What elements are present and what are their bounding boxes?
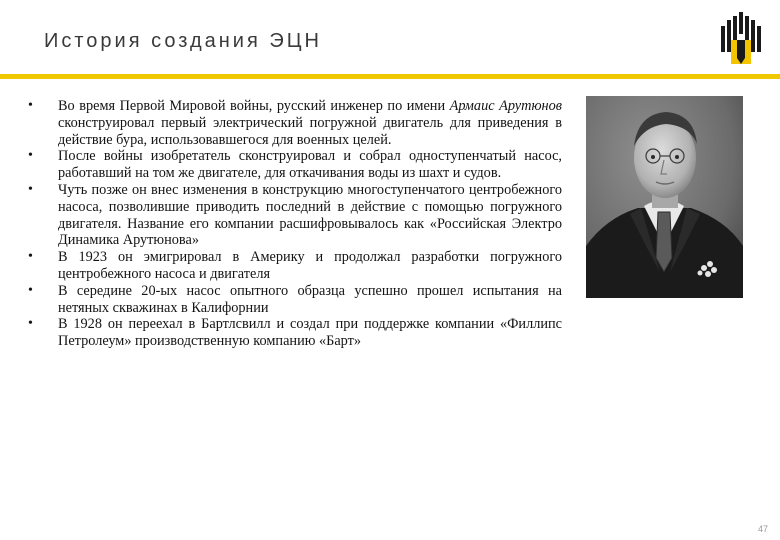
bullet-text: В середине 20-ых насос опытного образца успешно прошел испытания на нетяных скважинах в Калифорнии	[58, 282, 562, 316]
bullet-item	[28, 98, 562, 148]
slide-title: История создания ЭЦН	[44, 30, 322, 52]
bullet-item	[28, 283, 562, 317]
bullet-list-container	[28, 98, 562, 350]
bullet-text: Во время Первой Мировой войны, русский инженер по имени	[58, 98, 450, 114]
bullet-text: В 1923 он эмигрировал в Америку и продолжал разработки погружного центробежного насоса и двигателя	[58, 249, 562, 282]
bullet-emphasis: Армаис Арутюнов	[449, 98, 562, 114]
header-divider	[0, 74, 780, 79]
bullet-text: Чуть позже он внес изменения в конструкцию многоступенчатого центробежного насоса, позволившие приводить последний в действие с помощью погружного двигателя. Название его компании расшифровывалось как «Российская Электро Динамика Арутюнова»	[58, 181, 562, 249]
company-logo-icon	[719, 10, 763, 66]
bullet-list	[28, 98, 562, 350]
bullet-item	[28, 316, 562, 350]
bullet-item	[28, 182, 562, 249]
page-number: 47	[757, 524, 768, 534]
portrait-photo	[586, 96, 743, 298]
bullet-item	[28, 148, 562, 182]
bullet-item	[28, 249, 562, 283]
bullet-text: После войны изобретатель сконструировал и собрал одноступенчатый насос, работавший на том же двигателе, для откачивания воды из шахт и судов.	[58, 148, 562, 182]
bullet-text: сконструировал первый электрический погружной двигатель для приведения в действие бура, использовавшегося для военных целей.	[58, 114, 562, 148]
bullet-text: В 1928 он переехал в Бартлсвилл и создал при поддержке компании «Филлипс Петролеум» производственную компанию «Барт»	[58, 316, 562, 350]
